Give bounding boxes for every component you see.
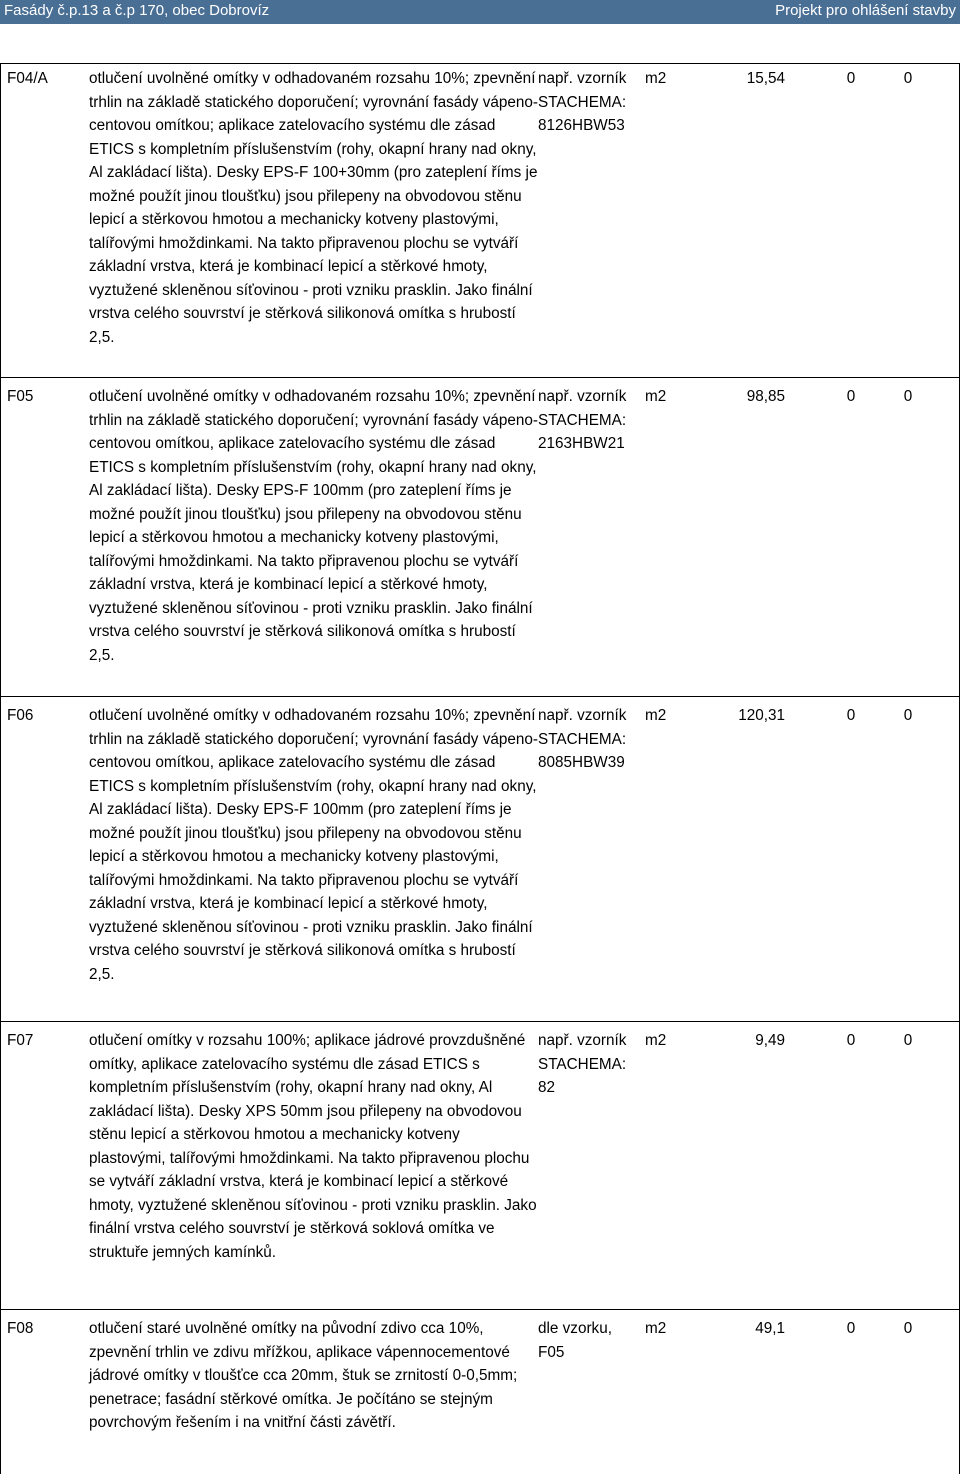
item-reference: dle vzorku, F05 [538, 1320, 612, 1361]
item-reference: např. vzorník STACHEMA: 82 [538, 1032, 627, 1096]
item-description: otlučení staré uvolněné omítky na původní zdivo cca 10%, zpevnění trhlin ve zdivu mřížkou, aplikace vápennocementové jádrové omítky v tloušťce cca 20mm, štuk se zrnitostí 0-0,5mm; penetrace; fasádní stěrkové omítka. Je počítáno se stejným povrchovým řešením i na vnitřní části závětří. [89, 1320, 518, 1431]
row-divider [1, 1021, 959, 1022]
document-title: Fasády č.p.13 a č.p 170, obec Dobrovíz [4, 2, 270, 19]
item-description: otlučení uvolněné omítky v odhadovaném rozsahu 10%; zpevnění trhlin na základě statického doporučení; vyrovnání fasády vápeno-centovou omítkou, aplikace zatelovacího systému dle zásad ETICS s kompletním příslušenstvím (rohy, okapní hrany nad okny, Al zakládací lišta). Desky EPS-F 100mm (pro zateplení říms je možné použít jinou tloušťku) jsou přilepeny na obvodovou stěnu lepicí a stěrkovou hmotou a mechanicky kotveny plastovými, talířovými hmoždinkami. Na takto připravenou plochu se vytváří základní vrstva, která je kombinací lepicí a stěrkové hmoty, vyztužené skleněnou síťovinou - proti vzniku prasklin. Jako finální vrstva celého souvrství je stěrková silikonová omítka s hrubostí 2,5. [89, 388, 538, 664]
item-code: F05 [7, 388, 34, 405]
item-value-2: 0 [903, 70, 913, 87]
row-divider [1, 377, 959, 378]
item-value-1: 0 [846, 1032, 856, 1049]
item-value-2: 0 [903, 1320, 913, 1337]
item-description: otlučení uvolněné omítky v odhadovaném rozsahu 10%; zpevnění trhlin na základě statického doporučení; vyrovnání fasády vápeno-centovou omítkou; aplikace zatelovacího systému dle zásad ETICS s kompletním příslušenstvím (rohy, okapní hrany nad okny, Al zakládací lišta). Desky EPS-F 100+30mm (pro zateplení říms je možné použít jinou tloušťku) jsou přilepeny na obvodovou stěnu lepicí a stěrkovou hmotou a mechanicky kotveny plastovými, talířovými hmoždinkami. Na takto připravenou plochu se vytváří základní vrstva, která je kombinací lepicí a stěrkové hmoty, vyztužené skleněnou síťovinou - proti vzniku prasklin. Jako finální vrstva celého souvrství je stěrková silikonová omítka s hrubostí 2,5. [89, 70, 538, 346]
item-unit: m2 [645, 707, 667, 724]
item-quantity: 9,49 [755, 1032, 785, 1049]
item-value-1: 0 [846, 707, 856, 724]
item-code: F06 [7, 707, 34, 724]
item-description: otlučení uvolněné omítky v odhadovaném rozsahu 10%; zpevnění trhlin na základě statického doporučení; vyrovnání fasády vápeno-centovou omítkou, aplikace zatelovacího systému dle zásad ETICS s kompletním příslušenstvím (rohy, okapní hrany nad okny, Al zakládací lišta). Desky EPS-F 100mm (pro zateplení říms je možné použít jinou tloušťku) jsou přilepeny na obvodovou stěnu lepicí a stěrkovou hmotou a mechanicky kotveny plastovými, talířovými hmoždinkami. Na takto připravenou plochu se vytváří základní vrstva, která je kombinací lepicí a stěrkové hmoty, vyztužené skleněnou síťovinou - proti vzniku prasklin. Jako finální vrstva celého souvrství je stěrková silikonová omítka s hrubostí 2,5. [89, 707, 538, 983]
facade-items-table [0, 63, 960, 1474]
item-value-2: 0 [903, 1032, 913, 1049]
item-value-1: 0 [846, 388, 856, 405]
row-divider [1, 63, 959, 64]
item-code: F07 [7, 1032, 34, 1049]
document-phase: Projekt pro ohlášení stavby [775, 2, 956, 19]
item-value-2: 0 [903, 388, 913, 405]
row-divider [1, 1309, 959, 1310]
item-reference: např. vzorník STACHEMA: 8126HBW53 [538, 70, 627, 134]
item-value-1: 0 [846, 1320, 856, 1337]
item-code: F04/A [7, 70, 48, 87]
item-unit: m2 [645, 1320, 667, 1337]
item-unit: m2 [645, 70, 667, 87]
item-quantity: 15,54 [746, 70, 785, 87]
item-quantity: 49,1 [755, 1320, 785, 1337]
item-unit: m2 [645, 388, 667, 405]
page-header [0, 0, 960, 24]
item-value-2: 0 [903, 707, 913, 724]
item-reference: např. vzorník STACHEMA: 8085HBW39 [538, 707, 627, 771]
item-value-1: 0 [846, 70, 856, 87]
item-code: F08 [7, 1320, 34, 1337]
item-unit: m2 [645, 1032, 667, 1049]
item-quantity: 120,31 [738, 707, 785, 724]
item-quantity: 98,85 [746, 388, 785, 405]
row-divider [1, 696, 959, 697]
item-reference: např. vzorník STACHEMA: 2163HBW21 [538, 388, 627, 452]
item-description: otlučení omítky v rozsahu 100%; aplikace jádrové provzdušněné omítky, aplikace zatelovacího systému dle zásad ETICS s kompletním příslušenstvím (rohy, okapní hrany nad okny, Al zakládací lišta). Desky XPS 50mm jsou přilepeny na obvodovou stěnu lepicí a stěrkovou hmotou a mechanicky kotveny plastovými, talířovými hmoždinkami. Na takto připravenou plochu se vytváří základní vrstva, která je kombinací lepicí a stěrkové hmoty, vyztužené skleněnou síťovinou - proti vzniku prasklin. Jako finální vrstva celého souvrství je stěrková soklová omítka ve struktuře jemných kamínků. [89, 1032, 537, 1261]
